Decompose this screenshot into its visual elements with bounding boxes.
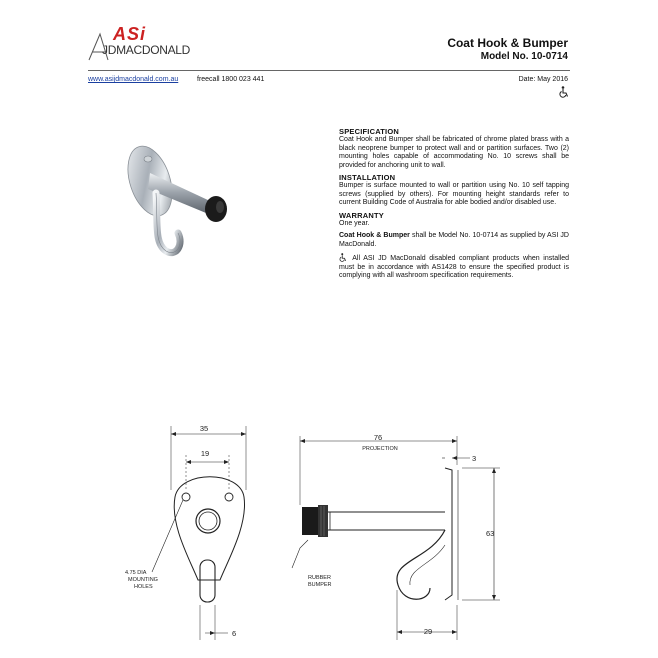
brand-asi: ASi [113, 24, 147, 44]
spec-text: Coat Hook and Bumper shall be fabricated of chrome plated brass with a black neoprene bumper to protect wall and or partition surfaces. Two (2) mounting holes capable of accommodating No. 10 screws shall be provided for anchoring unit to wall. [339, 136, 569, 169]
projection-label: PROJECTION [362, 446, 398, 452]
dim-19: 19 [200, 449, 210, 458]
holes-label-3: HOLES [134, 584, 153, 590]
dim-63: 63 [486, 529, 495, 538]
freecall-number: freecall 1800 023 441 [197, 76, 265, 83]
model-statement-bold: Coat Hook & Bumper [339, 232, 410, 240]
side-view [292, 436, 500, 640]
bumper-label-2: BUMPER [308, 582, 332, 588]
model-statement-text: shall be Model No. 10-0714 as supplied by ASI JD MacDonald. [339, 232, 569, 248]
brand-jd: JDMACDONALD [102, 43, 191, 57]
specification-block [339, 128, 569, 285]
page-title: Coat Hook & Bumper [447, 36, 568, 50]
holes-label-1: 4.75 DIA [125, 570, 147, 576]
dim-76: 76 [373, 433, 383, 442]
front-view [152, 426, 246, 640]
document-date: Date: May 2016 [518, 76, 568, 83]
spec-heading: SPECIFICATION [339, 127, 399, 136]
warranty-text: One year. [339, 220, 370, 228]
dim-6: 6 [232, 629, 237, 638]
disabled-note [339, 253, 569, 280]
technical-drawing [0, 410, 658, 650]
header-divider [88, 70, 570, 71]
warranty-heading: WARRANTY [339, 210, 384, 220]
wheelchair-icon [559, 86, 569, 98]
model-number: Model No. 10-0714 [480, 51, 568, 62]
rubber-bumper [302, 505, 328, 537]
dim-29: 29 [423, 627, 433, 636]
bumper-label-1: RUBBER [308, 575, 331, 581]
install-heading: INSTALLATION [339, 173, 396, 183]
wheelchair-inline-icon [339, 253, 347, 262]
install-text: Bumper is surface mounted to wall or partition using No. 10 self tapping screws (supplied by others). For mounting height standards refer to current Building Code of Australia for able bodied and/or disabled use. [339, 182, 569, 207]
holes-label-2: MOUNTING [128, 577, 158, 583]
dim-35: 35 [199, 424, 209, 433]
website-link[interactable]: www.asijdmacdonald.com.au [88, 76, 179, 83]
model-statement [339, 232, 569, 249]
dim-3: 3 [472, 454, 477, 463]
disabled-note-text: All ASI JD MacDonald disabled compliant products when installed must be in accordance with AS1428 to ensure the specified product is complying with all washroom specification requirements. [339, 255, 569, 280]
product-photo [118, 133, 248, 263]
brand-logo [86, 24, 206, 64]
